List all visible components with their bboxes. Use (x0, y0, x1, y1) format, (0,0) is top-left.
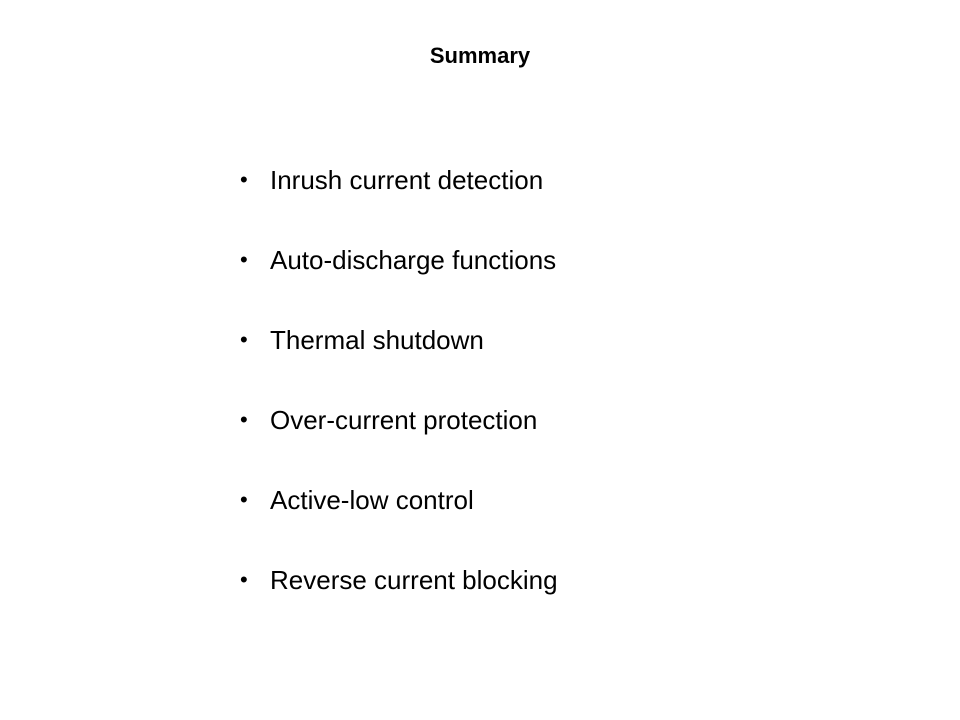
bullet-text: Inrush current detection (270, 165, 544, 195)
bullet-text: Thermal shutdown (270, 325, 484, 355)
bullet-item (240, 480, 558, 560)
bullet-dot-icon: • (240, 487, 248, 512)
bullet-item (240, 560, 558, 640)
bullet-item (240, 240, 558, 320)
bullet-dot-icon: • (240, 567, 248, 592)
bullet-list (240, 160, 558, 640)
bullet-dot-icon: • (240, 247, 248, 272)
bullet-text: Active-low control (270, 485, 474, 515)
bullet-dot-icon: • (240, 167, 248, 192)
bullet-item (240, 400, 558, 480)
bullet-item (240, 320, 558, 400)
bullet-dot-icon: • (240, 327, 248, 352)
bullet-text: Auto-discharge functions (270, 245, 557, 275)
bullet-text: Reverse current blocking (270, 565, 558, 595)
bullet-text: Over-current protection (270, 405, 538, 435)
slide-title: Summary (429, 43, 531, 68)
bullet-item (240, 160, 558, 240)
bullet-dot-icon: • (240, 407, 248, 432)
